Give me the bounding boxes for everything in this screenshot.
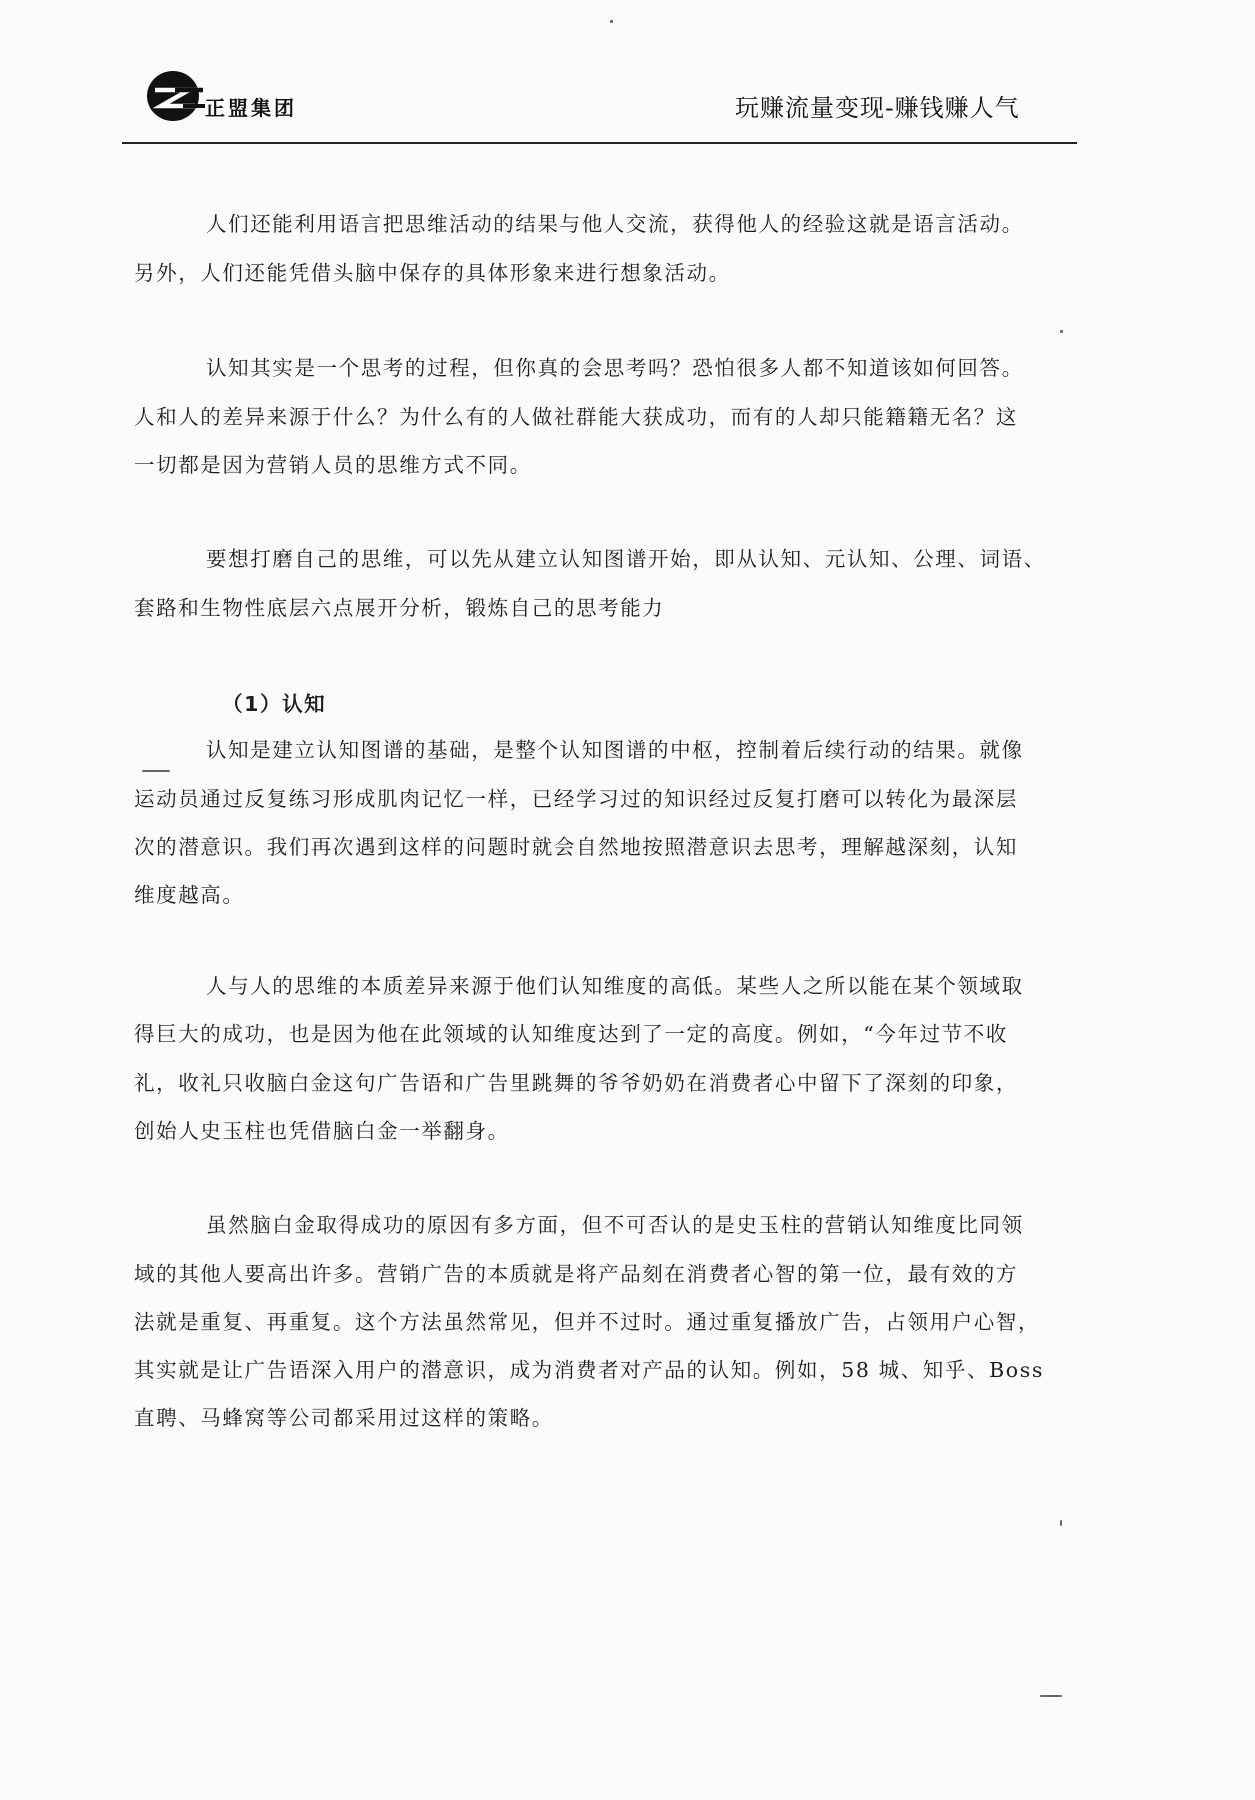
page-header (0, 0, 1255, 160)
scan-speck (142, 770, 170, 772)
paragraph-line: 另外，人们还能凭借头脑中保存的具体形象来进行想象活动。 (134, 261, 731, 285)
paragraph-line: 要想打磨自己的思维，可以先从建立认知图谱开始，即从认知、元认知、公理、词语、 (206, 547, 1046, 571)
paragraph-line: 其实就是让广告语深入用户的潜意识，成为消费者对产品的认知。例如，58 城、知乎、Boss (134, 1358, 1044, 1382)
paragraph-line: 运动员通过反复练习形成肌肉记忆一样，已经学习过的知识经过反复打磨可以转化为最深层 (134, 787, 1018, 811)
paragraph-line: 认知其实是一个思考的过程，但你真的会思考吗？恐怕很多人都不知道该如何回答。 (206, 356, 1024, 380)
header-slogan: 玩赚流量变现-赚钱赚人气 (735, 94, 1020, 122)
section-heading: （1）认知 (222, 692, 327, 716)
logo-emblem-icon (145, 68, 207, 124)
header-divider (122, 142, 1077, 144)
paragraph-line: 直聘、马蜂窝等公司都采用过这样的策略。 (134, 1406, 554, 1430)
paragraph-line: 认知是建立认知图谱的基础，是整个认知图谱的中枢，控制着后续行动的结果。就像 (206, 738, 1024, 762)
paragraph-line: 维度越高。 (134, 883, 245, 907)
paragraph-line: 礼，收礼只收脑白金这句广告语和广告里跳舞的爷爷奶奶在消费者心中留下了深刻的印象， (134, 1071, 1018, 1095)
scan-speck (610, 20, 613, 23)
paragraph-line: 法就是重复、再重复。这个方法虽然常见，但并不过时。通过重复播放广告，占领用户心智， (134, 1310, 1041, 1334)
paragraph-line: 次的潜意识。我们再次遇到这样的问题时就会自然地按照潜意识去思考，理解越深刻，认知 (134, 835, 1018, 859)
paragraph-line: 一切都是因为营销人员的思维方式不同。 (134, 453, 532, 477)
scan-speck (1060, 330, 1063, 333)
paragraph-line: 创始人史玉柱也凭借脑白金一举翻身。 (134, 1119, 510, 1143)
scan-speck (1040, 1695, 1062, 1697)
paragraph-line: 人们还能利用语言把思维活动的结果与他人交流，获得他人的经验这就是语言活动。 (206, 212, 1024, 236)
paragraph-line: 虽然脑白金取得成功的原因有多方面，但不可否认的是史玉柱的营销认知维度比同领 (206, 1213, 1024, 1237)
company-logo (145, 68, 320, 128)
paragraph-line: 域的其他人要高出许多。营销广告的本质就是将产品刻在消费者心智的第一位，最有效的方 (134, 1262, 1018, 1286)
paragraph-line: 人和人的差异来源于什么？为什么有的人做社群能大获成功，而有的人却只能籍籍无名？这 (134, 405, 1018, 429)
scan-speck (1060, 1520, 1062, 1526)
paragraph-line: 人与人的思维的本质差异来源于他们认知维度的高低。某些人之所以能在某个领域取 (206, 974, 1024, 998)
paragraph-line: 得巨大的成功，也是因为他在此领域的认知维度达到了一定的高度。例如，“今年过节不收 (134, 1022, 1008, 1046)
paragraph-line: 套路和生物性底层六点展开分析，锻炼自己的思考能力 (134, 596, 665, 620)
logo-text: 正盟集团 (205, 96, 297, 120)
